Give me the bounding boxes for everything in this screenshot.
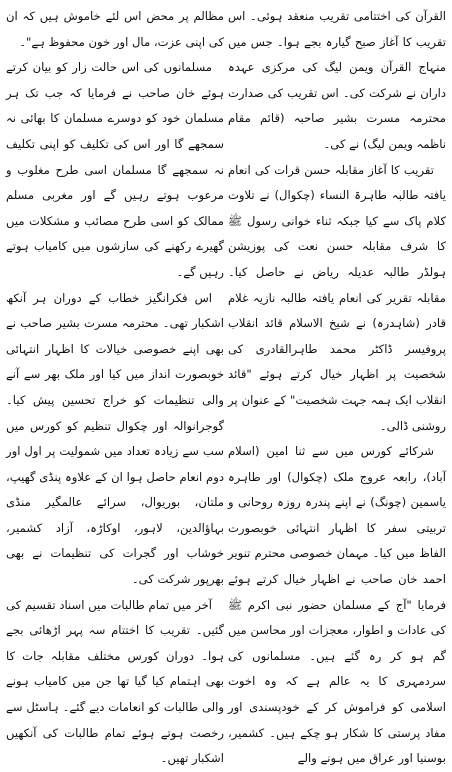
paragraph-speech-impact: اس فکرانگیز خطاب کے دوران ہر آنکھ اشکبار تھی۔ محترمہ مسرت بشیر صاحب نے بھی اپنے خصوصی خیالات کا اظہار انتہائی خوبصورت انداز میں کیا اور ملک بھر سے آنے والی تنظیمات کو خراج تحسین پیش کیا۔ گوجرانوالہ اور چکوال تنظیم کو کورس میں سب سے زیادہ تعداد میں شمولیت پر اول اور دوم انعام حاصل ہوا ان کے علاوہ پنڈی گھیپ، ملتان، بوریوال، سرائے عالمگیر منڈی بہاؤالدین، لاہور، اوکاڑہ، آزاد کشمیر، خوشاب اور گجرات کی تنظیمات نے بھی بھرپور شرکت کی۔ <box>6 290 224 587</box>
paragraph-recitation: تقریب کا آغاز مقابلہ حسن قرات کی انعام یافتہ طالبہ طاہرۃ النساء (چکوال) نے تلاوت کلام پاک سے کیا جبکہ ثناء خوانی رسول ﷺ کا شرف مقابلہ حسن نعت کی پوزیشن ہولڈر طالبہ عدیلہ ریاض نے حاصل کیا۔ مقابلہ تقریر کی انعام یافتہ طالبہ نازیہ غلام قادر (شاہدرہ) نے شیخ الاسلام قائد انقلاب پروفیسر ڈاکٹر محمد طاہرالقادری کی شخصیت پر اظہار خیال کرتے ہوئے "قائد انقلاب ایک ہمہ جہت شخصیت" کے عنوان پر روشنی ڈالی۔ <box>228 162 446 433</box>
paragraph-certificates: آخر میں تمام طالبات میں اسناد تقسیم کی گئیں۔ تقریب کا اختتام سہ پہر اڑھائی بجے ہوا۔ دوران کورس مختلف مقابلہ جات کا بھی اہتمام کیا گیا تھا جن میں کامیاب ہونے والی طالبات کو انعامات دیے گئے۔ ہاسٹل سے رخصت ہوتے ہوئے تمام طالبات کی آنکھیں اشکبار تھیں۔ <box>6 597 224 766</box>
paragraph-participants: شرکائے کورس میں سے ثنا امین (اسلام آباد)، رابعہ عروج ملک (چکوال) اور طاہرہ یاسمین (چونگ) نے اپنے پندرہ روزہ روحانی و تربیتی سفر کا اظہار انتہائی خوبصورت الفاظ میں کیا۔ مہمان خصوصی محترم تنویر احمد خان صاحب نے اظہار خیال کرتے ہوئے فرمایا "آج کے مسلمان حضور نبی اکرم ﷺ کی عادات و اطوار، معجزات اور محاسن میں گم ہو کر رہ گئے ہیں۔ مسلمانوں کی سردمہری کا یہ عالم ہے کہ وہ اخوت اسلامی کو فراموش کر کے خودپسندی اور مفاد پرستی کا شکار ہو چکے ہیں۔ کشمیر، بوسنیا اور عراق میں ہونے والے <box>228 444 446 766</box>
right-column <box>228 4 446 766</box>
paragraph-continuation: مظالم پر محض اس لئے خاموش ہیں کہ ان کی اپنی عزت، مال اور خون محفوظ ہے"۔ <box>6 9 224 49</box>
article-columns <box>6 4 446 766</box>
paragraph-ceremony-opening: القرآن کی اختتامی تقریب منعقد ہوئی۔ اس تقریب کا آغاز صبح گیارہ بجے ہوا۔ جس میں منہاج القرآن ویمن لیگ کی مرکزی عہدہ داران نے شرکت کی۔ اس تقریب کی صدارت محترمہ مسرت بشیر صاحبہ (قائم مقام ناظمہ ویمن لیگ) نے کی۔ <box>228 9 446 151</box>
left-column <box>6 4 224 766</box>
paragraph-condition-of-muslims: مسلمانوں کی اس حالت زار کو بیان کرتے ہوئے خان صاحب نے فرمایا کہ جب تک ہر مسلمان خود کو دوسرے مسلمان کا بھائی نہ سمجھے گا اور اس کی تکلیف کو اپنی تکلیف نہ سمجھے گا مسلمان اسی طرح مغلوب و مرعوب ہوتے رہیں گے اور مغربی مسلم ممالک کو اسی طرح مصائب و مشکلات میں گھیرے رکھنے کی سازشوں میں کامیاب ہوتے رہیں گے۔ <box>6 60 224 279</box>
